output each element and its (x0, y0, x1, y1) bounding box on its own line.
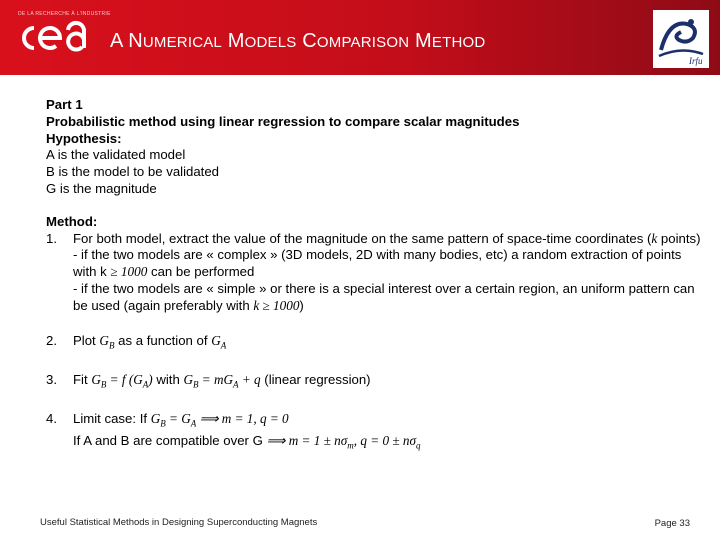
limit-formula: $G_B = G_A$ ⟹ m = 1, q = 0 (150, 411, 289, 430)
cea-logo (16, 20, 94, 54)
part-label: Part 1 (46, 97, 83, 112)
header-banner (0, 0, 720, 75)
page-number: Page 33 (654, 518, 690, 529)
hypothesis-line: A is the validated model (46, 147, 186, 163)
step-3: 3. Fit $G_B = f$ $(G_A)$ with $G_B = mG_A + q$ (linear regression) (46, 372, 371, 390)
footer-title: Useful Statistical Methods in Designing Superconducting Magnets (40, 517, 318, 528)
linear-formula: $G_B = mG_A + q$ (183, 372, 261, 390)
slide-body (46, 97, 706, 454)
cea-tagline: DE LA RECHERCHE À L'INDUSTRIE (18, 11, 111, 17)
hypothesis-line: B is the model to be validated (46, 164, 220, 180)
method-heading: Method: (46, 213, 98, 229)
hypothesis-heading: Hypothesis: (46, 130, 122, 146)
svg-text:Irfu: Irfu (689, 56, 703, 66)
slide-title: A NUMERICAL MODELS COMPARISON METHOD (110, 30, 486, 52)
compat-formula: ⟹ $m = 1 \pm n\sigma_m$, $q = 0 \pm n\sigma_q$ (266, 432, 421, 451)
step-1: 1. For both model, extract the value of the magnitude on the same pattern of space-time coordinates (k points) - if the two models are « complex » (3D models, 2D with many bodies, etc) a random extraction of points with k ≥ 1000 can be performed - if the two models are « simple » or there is a special interest over a certain region, an uniform pattern can be used (again preferably with k ≥ 1000) (46, 230, 701, 313)
step-4: 4. Limit case: If $G_B = G_A$ ⟹ m = 1, q = 0 If A and B are compatible over G ⟹ $m = 1 \pm n\sigma_m$, $q = 0 \pm n\sigma_q$ (46, 411, 421, 451)
fit-formula: $G_B = f$ $(G_A)$ (91, 372, 153, 390)
irfu-logo (653, 10, 709, 68)
step-2: 2. Plot $G_B$ as a function of $G_A$ (46, 332, 227, 351)
hypothesis-line: G is the magnitude (46, 180, 157, 196)
subtitle: Probabilistic method using linear regression to compare scalar magnitudes (46, 113, 520, 129)
